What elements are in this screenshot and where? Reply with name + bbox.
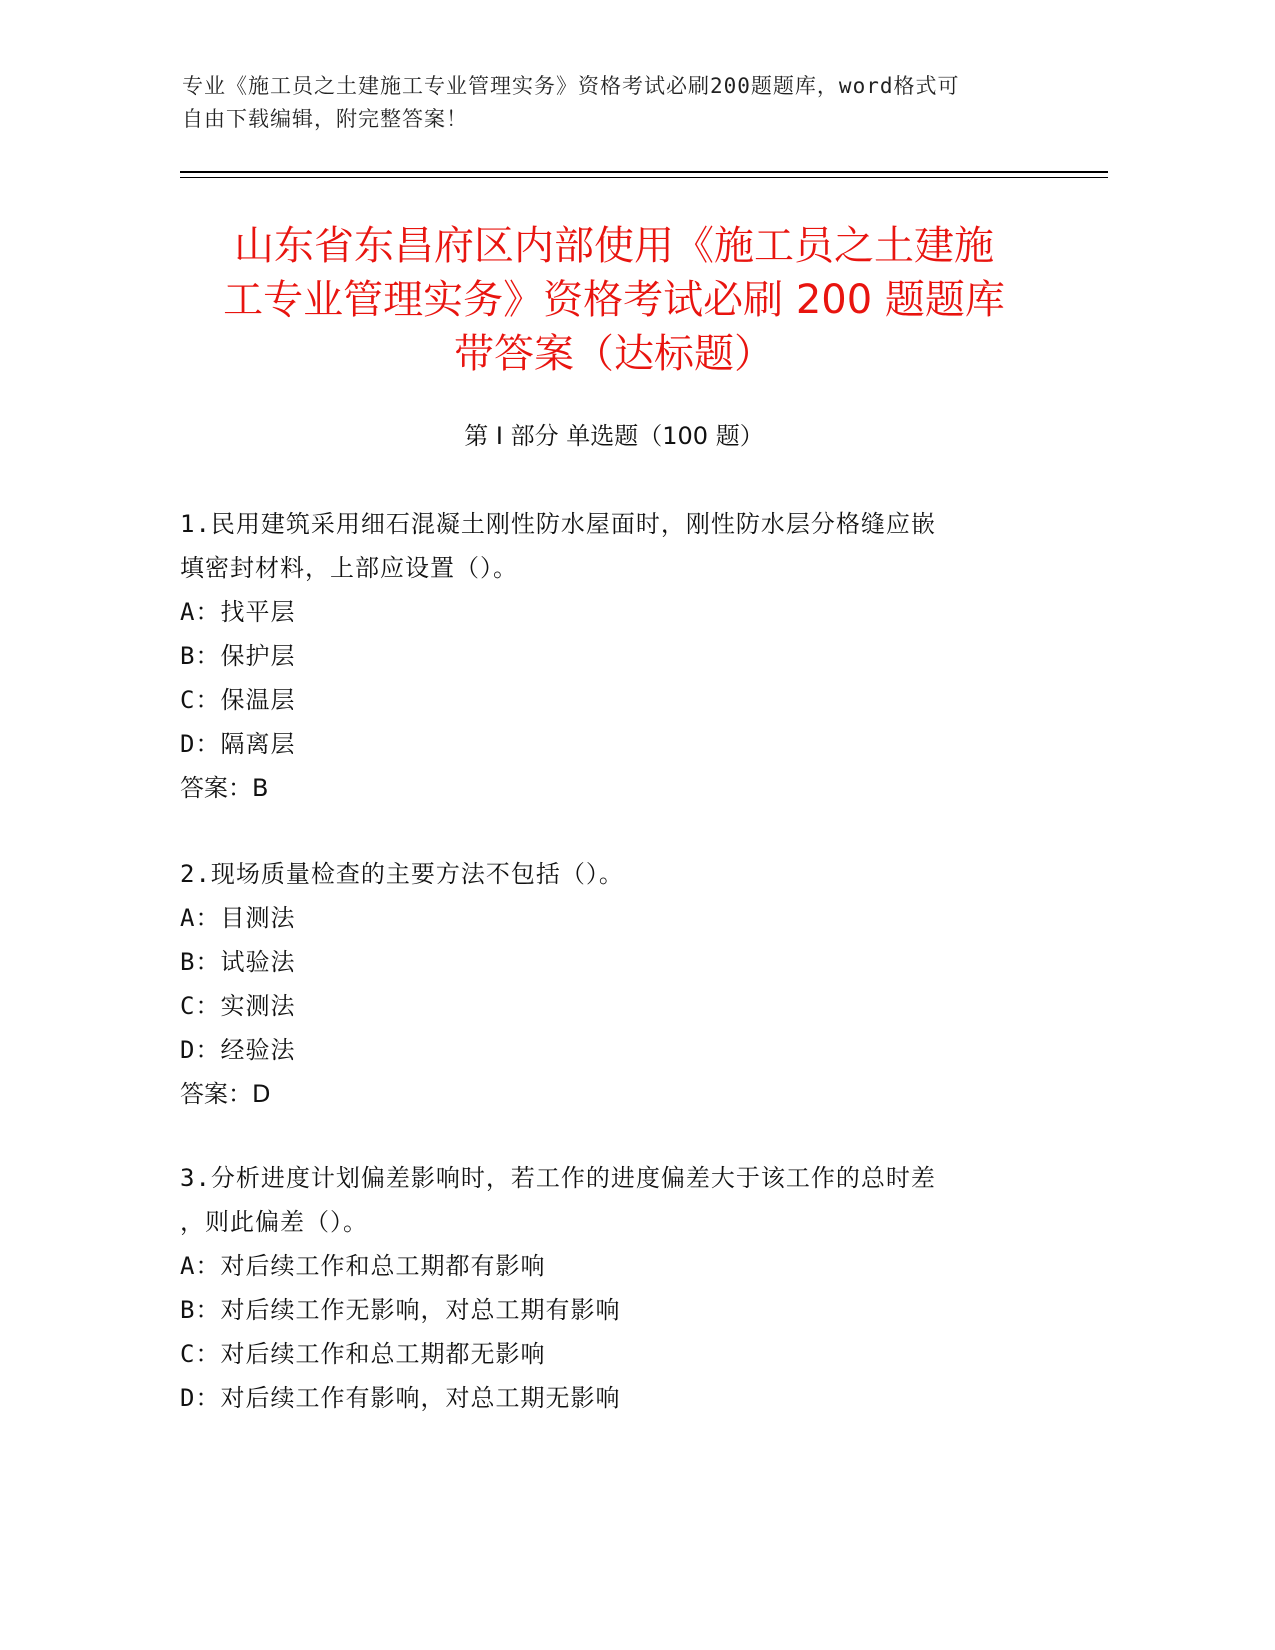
header-divider-thin <box>180 177 1108 178</box>
header-divider-thick <box>180 171 1108 173</box>
option-d: D：对后续工作有影响，对总工期无影响 <box>180 1384 621 1412</box>
document-title <box>180 219 1048 381</box>
question-1 <box>180 502 1060 810</box>
option-c: C：实测法 <box>180 992 296 1020</box>
answer-key: 答案：D <box>180 1080 271 1108</box>
title-line-2: 工专业管理实务》资格考试必刷 200 题题库 <box>223 277 1005 323</box>
option-a: A：目测法 <box>180 904 296 932</box>
option-c: C：对后续工作和总工期都无影响 <box>180 1340 546 1368</box>
option-a: A：找平层 <box>180 598 296 626</box>
option-a: A：对后续工作和总工期都有影响 <box>180 1252 546 1280</box>
question-stem-line: 填密封材料，上部应设置（）。 <box>180 554 518 582</box>
title-line-1: 山东省东昌府区内部使用《施工员之土建施 <box>234 223 994 269</box>
option-c: C：保温层 <box>180 686 296 714</box>
option-b: B：试验法 <box>180 948 296 976</box>
answer-key: 答案：B <box>180 774 269 802</box>
header-note-line-1: 专业《施工员之土建施工专业管理实务》资格考试必刷200题题库，word格式可 <box>182 74 960 98</box>
question-stem-line: 1.民用建筑采用细石混凝土刚性防水屋面时，刚性防水层分格缝应嵌 <box>180 510 936 538</box>
question-2 <box>180 852 1060 1116</box>
option-b: B：对后续工作无影响，对总工期有影响 <box>180 1296 621 1324</box>
header-note-line-2: 自由下载编辑，附完整答案！ <box>182 107 468 131</box>
option-d: D：经验法 <box>180 1036 296 1064</box>
option-b: B：保护层 <box>180 642 296 670</box>
document-header-note <box>182 70 1042 136</box>
option-d: D：隔离层 <box>180 730 296 758</box>
question-3 <box>180 1156 1060 1420</box>
section-heading: 第 I 部分 单选题（100 题） <box>464 422 764 450</box>
question-stem-line: 3.分析进度计划偏差影响时，若工作的进度偏差大于该工作的总时差 <box>180 1164 936 1192</box>
question-stem-line: 2.现场质量检查的主要方法不包括（）。 <box>180 860 624 888</box>
title-line-3: 带答案（达标题） <box>454 331 774 377</box>
question-stem-line: ，则此偏差（）。 <box>180 1208 368 1236</box>
